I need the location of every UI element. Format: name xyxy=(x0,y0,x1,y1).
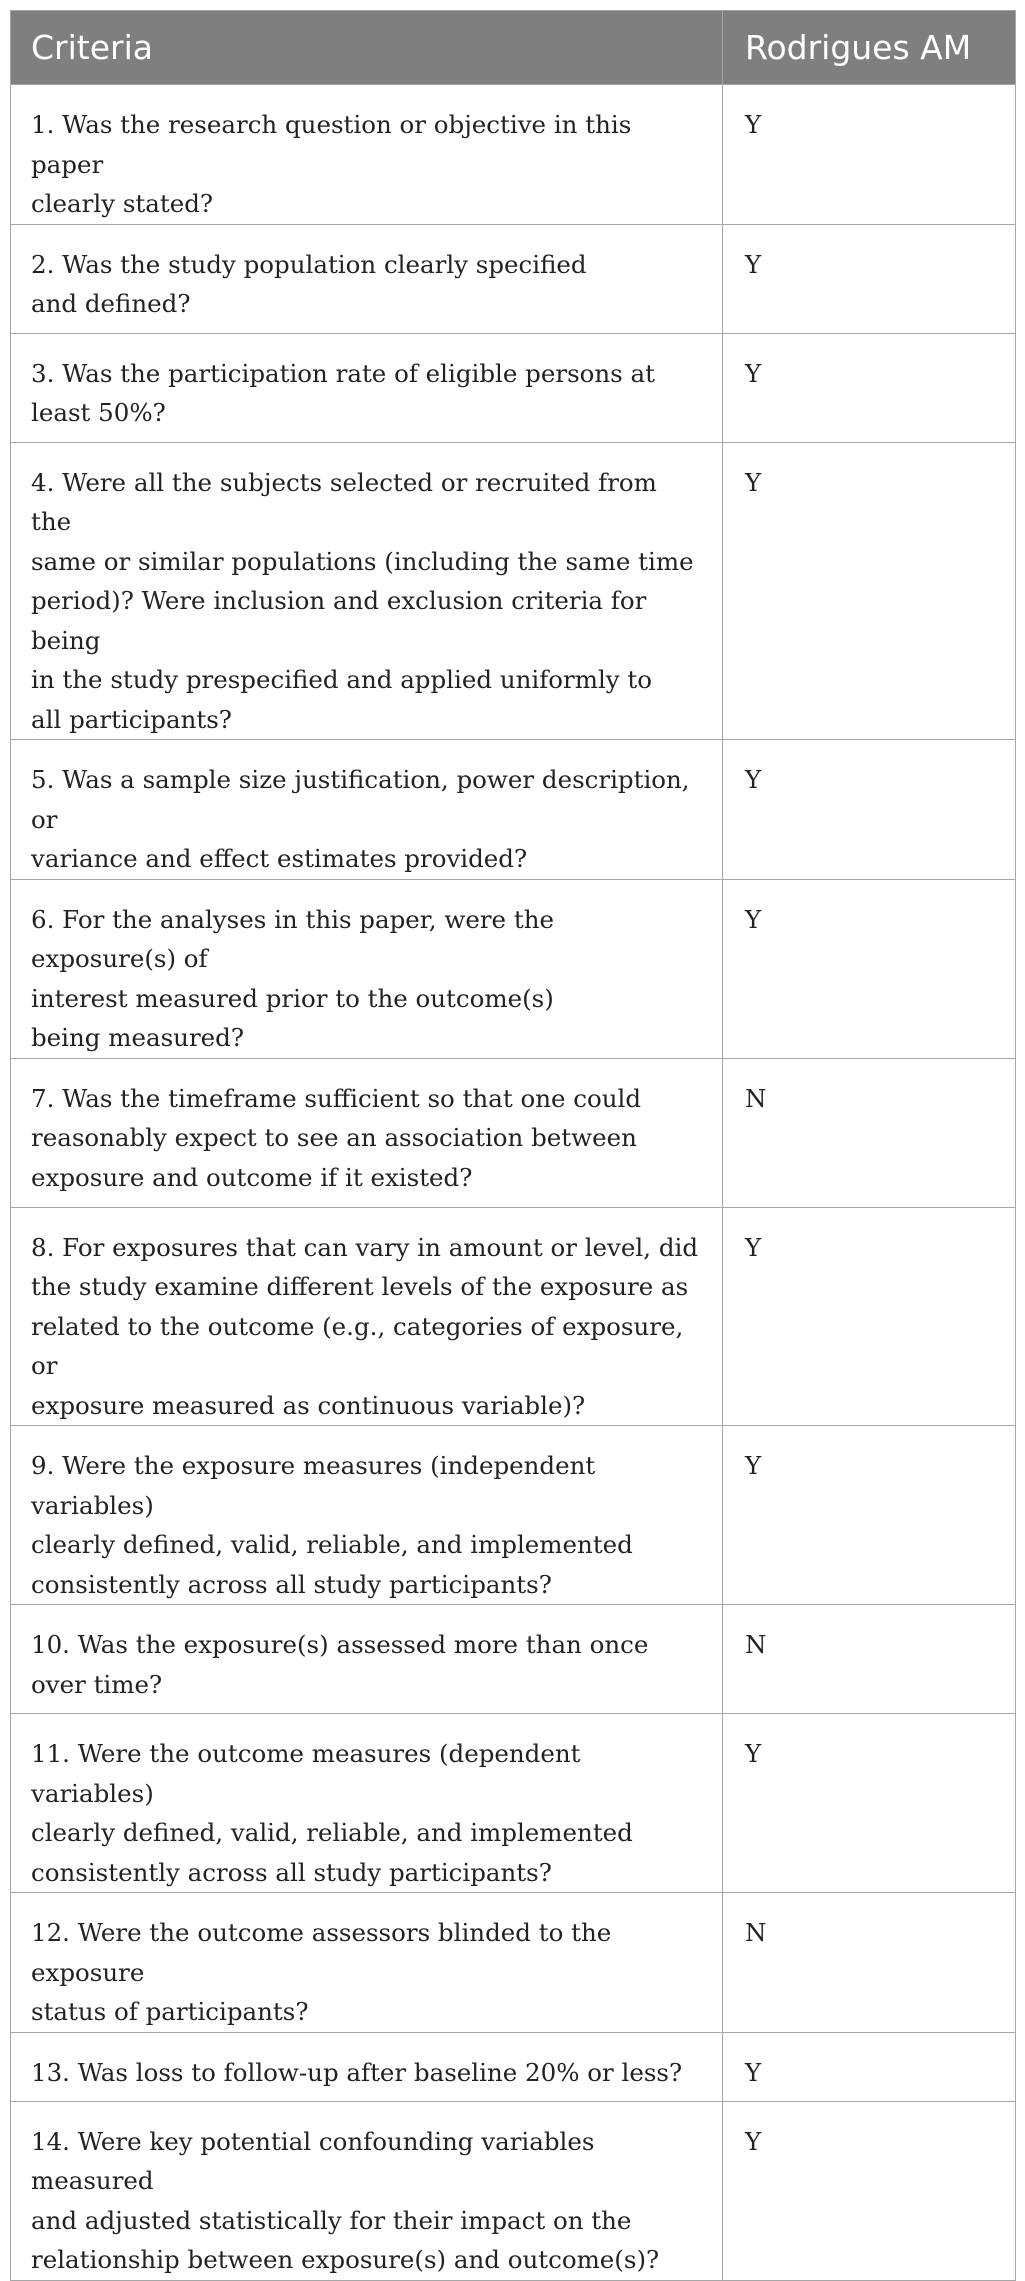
criterion-cell: 7. Was the timeframe sufficient so that one could reasonably expect to see an association between exposure and outcome if it existed? xyxy=(11,1058,723,1207)
table-row xyxy=(11,1605,1016,1714)
quality-assessment-table-container xyxy=(10,10,1015,2281)
criterion-cell: 3. Was the participation rate of eligible persons at least 50%? xyxy=(11,333,723,442)
table-row xyxy=(11,85,1016,225)
rating-cell: Y xyxy=(723,2101,1016,2280)
table-row xyxy=(11,740,1016,880)
rating-cell: Y xyxy=(723,2032,1016,2101)
rating-cell: N xyxy=(723,1605,1016,1714)
criterion-cell: 11. Were the outcome measures (dependent variables) clearly defined, valid, reliable, and implemented consistently across all study participants? xyxy=(11,1714,723,1893)
rating-cell: Y xyxy=(723,1207,1016,1426)
criterion-cell: 8. For exposures that can vary in amount or level, did the study examine different levels of the exposure as related to the outcome (e.g., categories of exposure, or exposure measured as continuous variable)? xyxy=(11,1207,723,1426)
criterion-cell: 14. Were key potential confounding variables measured and adjusted statistically for their impact on the relationship between exposure(s) and outcome(s)? xyxy=(11,2101,723,2280)
rating-cell: N xyxy=(723,1893,1016,2033)
study-column-header: Rodrigues AM xyxy=(723,11,1016,85)
rating-cell: Y xyxy=(723,879,1016,1058)
rating-cell: Y xyxy=(723,442,1016,740)
rating-cell: Y xyxy=(723,1426,1016,1605)
criterion-cell: 2. Was the study population clearly specified and defined? xyxy=(11,224,723,333)
table-header-row xyxy=(11,11,1016,85)
table-row xyxy=(11,879,1016,1058)
table-row xyxy=(11,2101,1016,2280)
table-row xyxy=(11,333,1016,442)
quality-assessment-table xyxy=(10,10,1016,2281)
criterion-cell: 13. Was loss to follow-up after baseline 20% or less? xyxy=(11,2032,723,2101)
table-row xyxy=(11,1207,1016,1426)
rating-cell: Y xyxy=(723,333,1016,442)
criterion-cell: 1. Was the research question or objective in this paper clearly stated? xyxy=(11,85,723,225)
rating-cell: Y xyxy=(723,85,1016,225)
table-row xyxy=(11,224,1016,333)
rating-cell: Y xyxy=(723,740,1016,880)
table-row xyxy=(11,1714,1016,1893)
criterion-cell: 10. Was the exposure(s) assessed more than once over time? xyxy=(11,1605,723,1714)
criterion-cell: 9. Were the exposure measures (independent variables) clearly defined, valid, reliable, and implemented consistently across all study participants? xyxy=(11,1426,723,1605)
table-row xyxy=(11,442,1016,740)
criterion-cell: 12. Were the outcome assessors blinded to the exposure status of participants? xyxy=(11,1893,723,2033)
criterion-cell: 5. Was a sample size justification, power description, or variance and effect estimates provided? xyxy=(11,740,723,880)
table-row xyxy=(11,1058,1016,1207)
table-row xyxy=(11,1426,1016,1605)
table-row xyxy=(11,2032,1016,2101)
criterion-cell: 6. For the analyses in this paper, were the exposure(s) of interest measured prior to the outcome(s) being measured? xyxy=(11,879,723,1058)
criterion-cell: 4. Were all the subjects selected or recruited from the same or similar populations (including the same time period)? Were inclusion and exclusion criteria for being in the study prespecified and applied uniformly to all participants? xyxy=(11,442,723,740)
rating-cell: Y xyxy=(723,1714,1016,1893)
table-row xyxy=(11,1893,1016,2033)
criteria-column-header: Criteria xyxy=(11,11,723,85)
rating-cell: N xyxy=(723,1058,1016,1207)
rating-cell: Y xyxy=(723,224,1016,333)
